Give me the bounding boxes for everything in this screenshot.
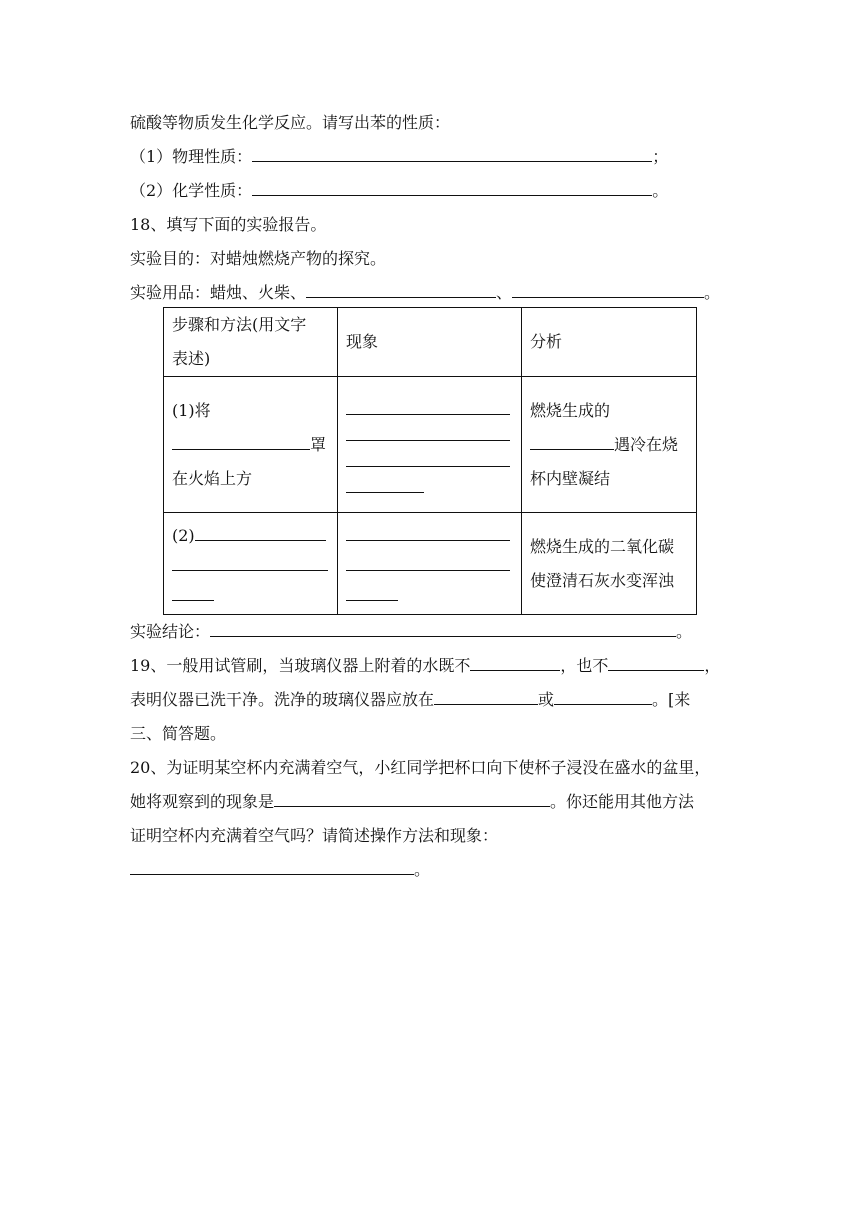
text: 或	[538, 690, 555, 709]
punct: 。	[704, 283, 721, 302]
question-20-line1	[130, 758, 710, 778]
table-row	[164, 513, 697, 615]
text: 罩	[310, 434, 327, 454]
answer-blank[interactable]	[172, 556, 328, 571]
text: 19、一般用试管刷，当玻璃仪器上附着的水既不	[130, 656, 471, 675]
text: 证明空杯内充满着空气吗？请简述操作方法和现象：	[130, 826, 499, 845]
text: 18、填写下面的实验报告。	[130, 215, 327, 234]
experiment-conclusion	[130, 622, 692, 642]
answer-blank[interactable]	[530, 432, 614, 450]
answer-blank[interactable]	[274, 792, 550, 807]
text: 遇冷在烧	[614, 434, 679, 454]
line-physical-property	[130, 147, 668, 167]
text: 20、为证明某空杯内充满着空气，小红同学把杯口向下使杯子浸没在盛水的盆里，	[130, 758, 711, 777]
row1-analysis-line2	[530, 428, 688, 462]
experiment-purpose	[130, 249, 386, 269]
experiment-materials	[130, 283, 720, 303]
answer-blank[interactable]	[470, 656, 560, 671]
text: (2)	[172, 525, 195, 545]
label: （1）物理性质：	[130, 147, 253, 166]
question-20-line3	[130, 826, 498, 846]
text: ，	[704, 656, 721, 675]
answer-blank[interactable]	[130, 860, 414, 875]
answer-blank[interactable]	[252, 147, 652, 162]
answer-blank[interactable]	[306, 283, 496, 298]
answer-blank[interactable]	[172, 586, 214, 601]
question-19-line2	[130, 690, 690, 710]
answer-blank[interactable]	[346, 405, 510, 415]
row1-phen-line4	[346, 471, 513, 497]
row1-analysis	[522, 377, 697, 513]
answer-blank[interactable]	[346, 526, 510, 541]
answer-blank[interactable]	[252, 181, 652, 196]
text: 。你还能用其他方法	[550, 792, 695, 811]
answer-blank[interactable]	[346, 431, 510, 441]
answer-blank[interactable]	[434, 690, 538, 705]
table-header-row	[164, 308, 697, 377]
answer-blank[interactable]	[608, 656, 704, 671]
row1-analysis-line1: 燃烧生成的	[530, 400, 611, 420]
text: 她将观察到的现象是	[130, 792, 275, 811]
row2-steps	[164, 513, 338, 615]
answer-blank[interactable]	[554, 690, 652, 705]
answer-blank[interactable]	[346, 483, 424, 493]
row2-analysis-line2: 使澄清石灰水变浑浊	[530, 570, 675, 590]
punct: 。	[652, 181, 669, 200]
question-19-line1	[130, 656, 720, 676]
question-20-line4	[130, 860, 430, 880]
row1-steps-line2	[172, 428, 329, 462]
text: 硫酸等物质发生化学反应。请写出苯的性质：	[130, 113, 451, 132]
row1-analysis-line3: 杯内壁凝结	[530, 468, 611, 488]
label: 实验用品：蜡烛、火柴、	[130, 283, 307, 302]
text: ，也不	[560, 656, 609, 675]
row2-analysis-line1: 燃烧生成的二氧化碳	[530, 536, 675, 556]
text: 实验目的：对蜡烛燃烧产物的探究。	[130, 249, 387, 268]
punct: ；	[652, 147, 669, 166]
punct: 。	[676, 622, 693, 641]
header-steps	[164, 308, 338, 377]
header-steps-line1: 步骤和方法(用文字	[172, 315, 307, 334]
row1-phenomenon	[338, 377, 522, 513]
answer-blank[interactable]	[172, 432, 310, 450]
line-benzene-intro	[130, 113, 450, 133]
sep: 、	[496, 283, 513, 302]
row1-phen-line3	[346, 445, 513, 471]
row2-steps-line1	[172, 519, 329, 549]
punct: 。	[414, 860, 431, 879]
question-18-title	[130, 215, 326, 235]
row2-phen-line2	[346, 549, 513, 579]
row1-steps	[164, 377, 338, 513]
text: 三、简答题。	[130, 724, 227, 743]
answer-blank[interactable]	[512, 283, 704, 298]
text: 表明仪器已洗干净。洗净的玻璃仪器应放在	[130, 690, 435, 709]
row1-phen-line1	[346, 393, 513, 419]
row2-analysis	[522, 513, 697, 615]
header-phenomenon: 现象	[338, 308, 522, 377]
answer-blank[interactable]	[346, 457, 510, 467]
row2-phenomenon	[338, 513, 522, 615]
question-20-line2	[130, 792, 694, 812]
header-steps-line2: 表述)	[172, 349, 211, 368]
answer-blank[interactable]	[210, 622, 676, 637]
answer-blank[interactable]	[346, 556, 510, 571]
section-3-title	[130, 724, 226, 744]
label: 实验结论：	[130, 622, 211, 641]
row2-phen-line3	[346, 579, 513, 609]
answer-blank[interactable]	[195, 526, 326, 541]
answer-blank[interactable]	[346, 586, 398, 601]
row1-steps-line1: (1)将	[172, 400, 211, 420]
table-row	[164, 377, 697, 513]
row2-phen-line1	[346, 519, 513, 549]
experiment-report-table	[163, 307, 697, 615]
row2-steps-line3	[172, 579, 329, 609]
text: 。[来	[652, 690, 691, 709]
label: （2）化学性质：	[130, 181, 253, 200]
row2-steps-line2	[172, 549, 329, 579]
row1-phen-line2	[346, 419, 513, 445]
line-chemical-property	[130, 181, 668, 201]
row1-steps-line3: 在火焰上方	[172, 468, 253, 488]
header-analysis: 分析	[522, 308, 697, 377]
